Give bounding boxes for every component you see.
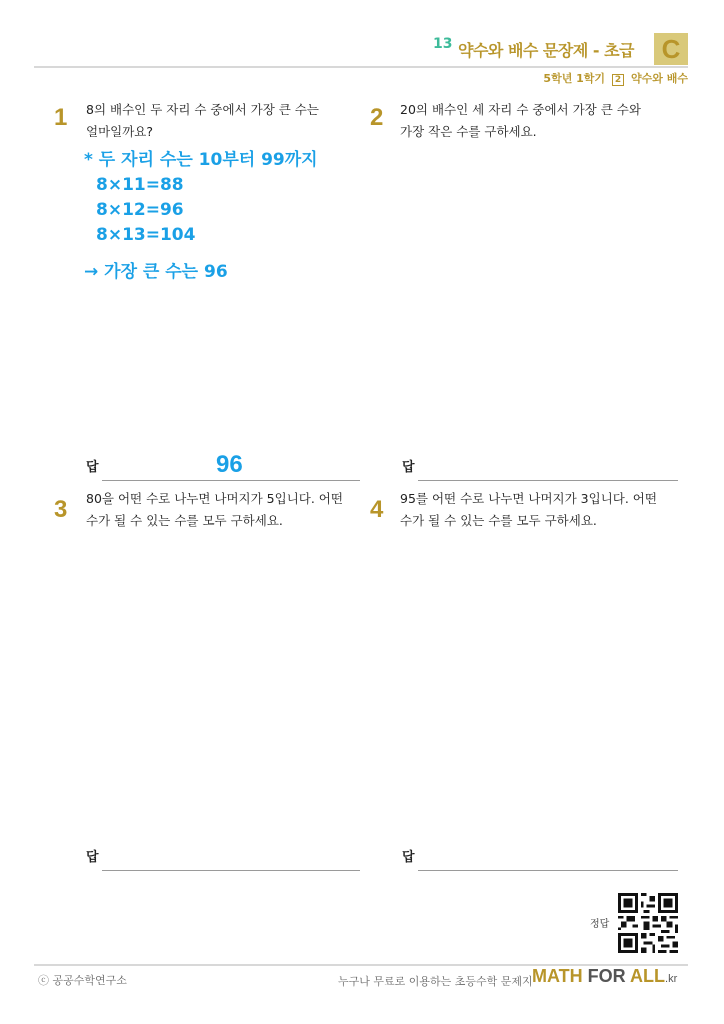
footer-slogan: 누구나 무료로 이용하는 초등수학 문제지 (338, 975, 533, 988)
brand-logo[interactable] (532, 966, 677, 987)
brand-all: ALL (630, 966, 666, 986)
question-1-number: 1 (54, 104, 68, 131)
question-1-answer-line[interactable] (102, 480, 360, 481)
solution-line: 8×12=96 (96, 200, 184, 220)
level-badge: C (654, 33, 688, 65)
question-4-line-1: 95를 어떤 수로 나누면 나머지가 3입니다. 어떤 (400, 491, 657, 506)
grade-label: 5학년 1학기 (543, 72, 606, 85)
question-3-line-1: 80을 어떤 수로 나누면 나머지가 5입니다. 어떤 (86, 491, 343, 506)
solution-line: 8×13=104 (96, 225, 196, 245)
unit-number-box: 2 (612, 74, 624, 86)
question-2-answer-label: 답 (402, 460, 415, 475)
question-2-line-1: 20의 배수인 세 자리 수 중에서 가장 큰 수와 (400, 102, 641, 117)
question-1-answer-value: 96 (216, 451, 243, 478)
worksheet-number: 13 (433, 36, 453, 52)
question-4-text (400, 488, 680, 532)
unit-label: 약수와 배수 (631, 72, 688, 85)
worksheet-title: 약수와 배수 문장제 - 초급 (458, 41, 634, 60)
question-4-number: 4 (370, 496, 384, 523)
copyright: ⓒ 공공수학연구소 (38, 974, 127, 987)
brand-math: MATH (532, 966, 583, 986)
question-4-answer-label: 답 (402, 850, 415, 865)
question-1-text (86, 99, 362, 143)
question-2-text (400, 99, 680, 143)
unit-subtitle (543, 70, 688, 86)
question-4-answer-line[interactable] (418, 870, 678, 871)
question-2-number: 2 (370, 104, 384, 131)
qr-answer-label: 정답 (590, 919, 610, 930)
question-3-answer-line[interactable] (102, 870, 360, 871)
question-3-line-2: 수가 될 수 있는 수를 모두 구하세요. (86, 513, 283, 528)
solution-line: * 두 자리 수는 10부터 99까지 (84, 150, 318, 170)
solution-line: → 가장 큰 수는 96 (84, 262, 228, 282)
header-divider (34, 66, 688, 68)
question-1-answer-label: 답 (86, 460, 99, 475)
question-3-number: 3 (54, 496, 68, 523)
question-4-line-2: 수가 될 수 있는 수를 모두 구하세요. (400, 513, 597, 528)
question-2-line-2: 가장 작은 수를 구하세요. (400, 124, 537, 139)
solution-line: 8×11=88 (96, 175, 184, 195)
question-1-line-1: 8의 배수인 두 자리 수 중에서 가장 큰 수는 (86, 102, 319, 117)
question-2-answer-line[interactable] (418, 480, 678, 481)
question-3-text (86, 488, 362, 532)
qr-code-icon[interactable] (618, 893, 678, 953)
question-1-line-2: 얼마일까요? (86, 124, 154, 139)
question-3-answer-label: 답 (86, 850, 99, 865)
brand-for: FOR (587, 966, 626, 986)
brand-kr: .kr (665, 973, 678, 985)
question-1-solution (84, 148, 318, 285)
